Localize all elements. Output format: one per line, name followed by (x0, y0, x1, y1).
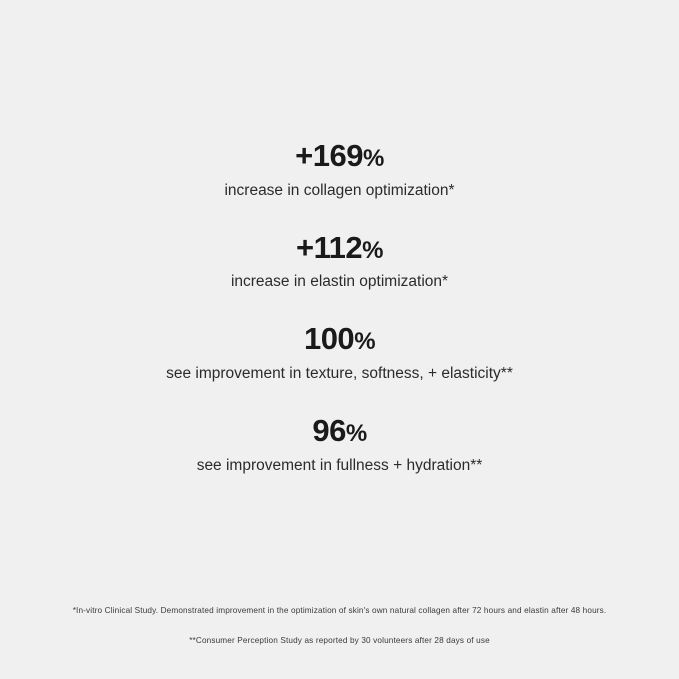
stat-item (0, 140, 679, 201)
footnote-clinical-study: *In-vitro Clinical Study. Demonstrated improvement in the optimization of skin's own natural collagen after 72 hours and elastin after 48 hours. (72, 606, 607, 616)
footnotes (0, 605, 679, 647)
footnote-consumer-study: **Consumer Perception Study as reported by 30 volunteers after 28 days of use (189, 635, 490, 645)
stat-value (0, 415, 679, 448)
stat-unit: % (354, 328, 376, 356)
stat-label: increase in collagen optimization* (224, 181, 455, 199)
stat-number: 100 (303, 321, 355, 357)
stat-item (0, 229, 679, 293)
stat-item (0, 415, 679, 476)
stat-unit: % (345, 420, 367, 448)
stat-value (0, 229, 679, 265)
stat-value (0, 140, 679, 173)
stat-label: see improvement in fullness + hydration** (196, 456, 483, 474)
stat-value (0, 323, 679, 356)
stat-label: increase in elastin optimization* (230, 273, 449, 291)
stat-unit: % (362, 236, 383, 264)
stat-number: +112 (296, 229, 363, 265)
stat-number: +169 (295, 138, 363, 173)
stats-list (0, 140, 679, 507)
stat-number: 96 (312, 413, 346, 449)
stat-unit: % (362, 145, 384, 172)
stat-label: see improvement in texture, softness, + elasticity** (166, 364, 513, 382)
stat-item (0, 323, 679, 384)
